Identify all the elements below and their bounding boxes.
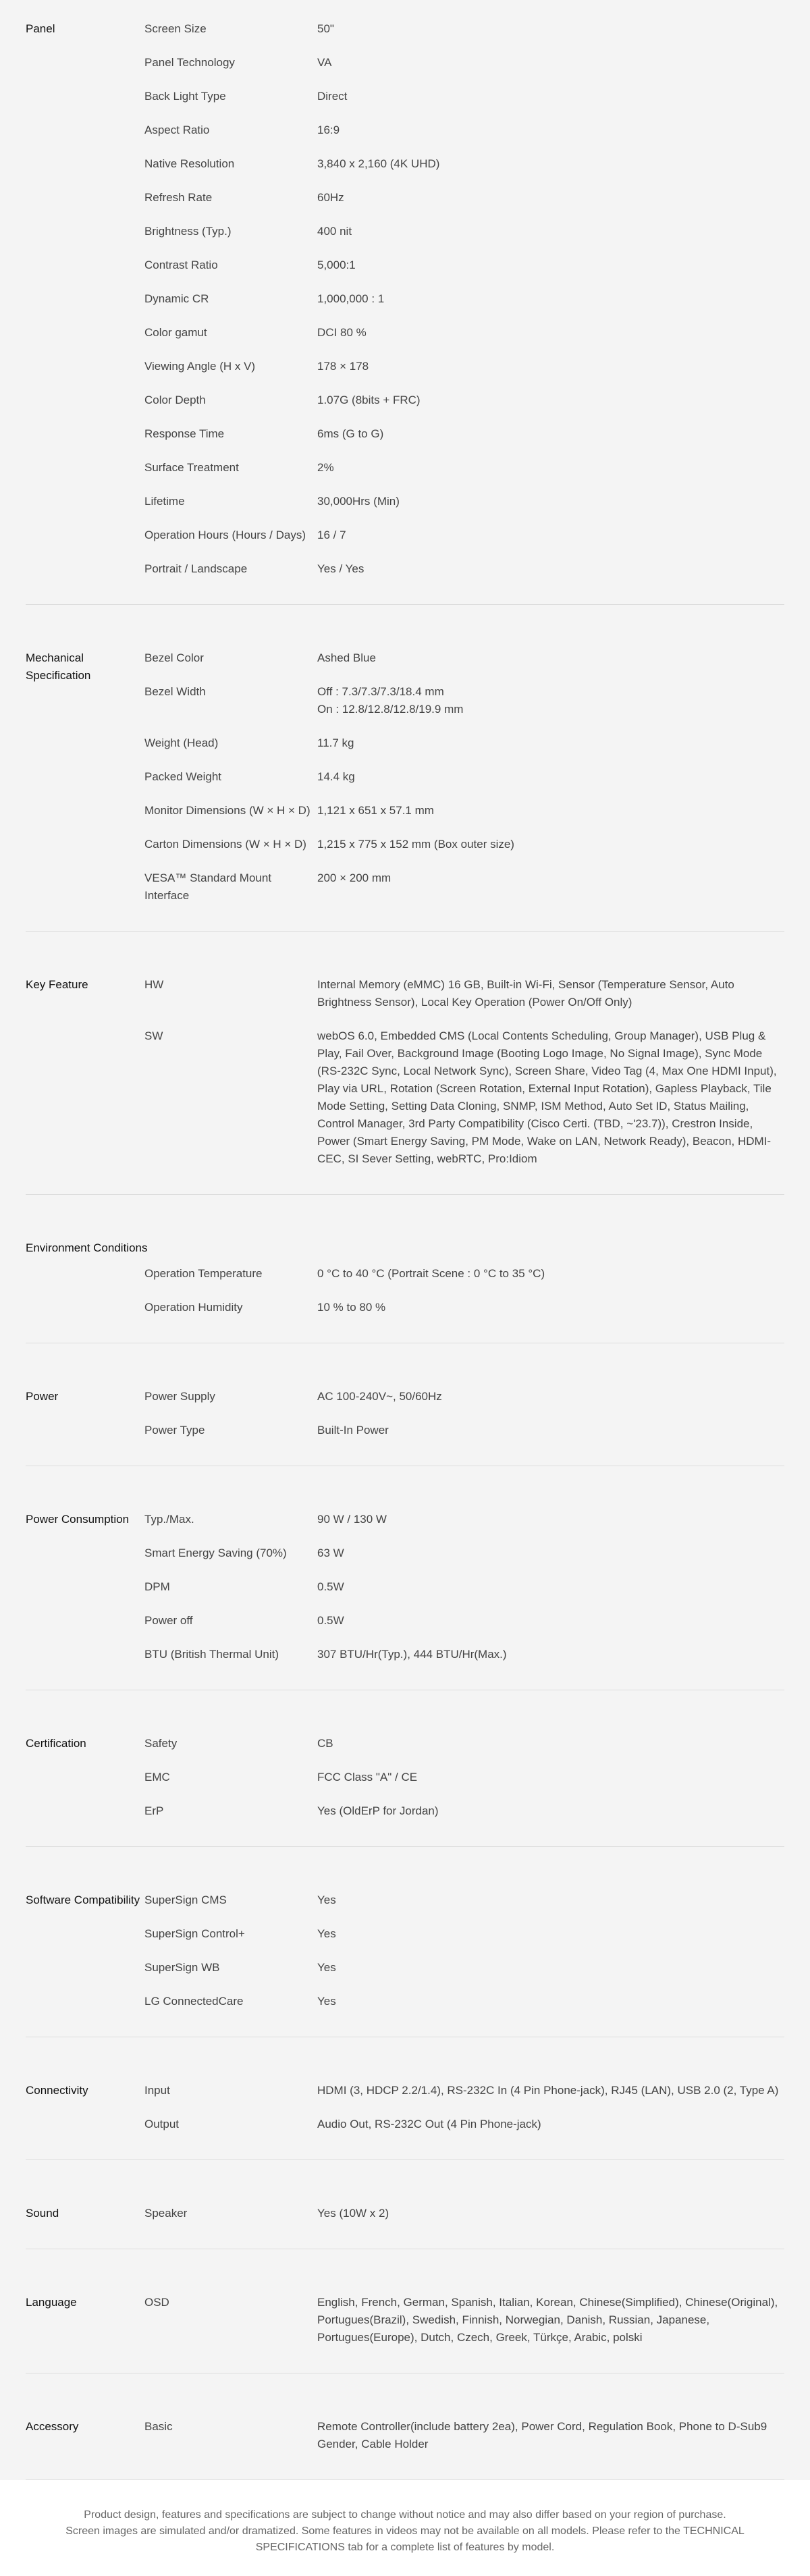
- spec-value: [317, 392, 784, 409]
- spec-value-text: Yes (OldErP for Jordan): [317, 1804, 439, 1817]
- spec-row: [144, 155, 784, 173]
- spec-value-text: 10 % to 80 %: [317, 1301, 386, 1314]
- spec-value-text: 30,000Hrs (Min): [317, 495, 400, 508]
- disclaimer-line-1: Product design, features and specifications are subject to change without notice and may also differ based on your region of purchase.: [84, 2509, 726, 2521]
- spec-value: [317, 836, 784, 853]
- spec-rows: [144, 1388, 784, 1439]
- spec-label: Weight (Head): [144, 736, 219, 749]
- spec-value-text: Built-In Power: [317, 1424, 389, 1437]
- spec-row: [144, 560, 784, 578]
- spec-label: BTU (British Thermal Unit): [144, 1648, 279, 1661]
- spec-row: [144, 2418, 784, 2453]
- spec-value-text: Yes: [317, 1894, 336, 1906]
- spec-section: [26, 1728, 784, 1847]
- spec-value: [317, 976, 784, 1011]
- spec-row: [144, 2205, 784, 2222]
- spec-value-text: Yes: [317, 1995, 336, 2008]
- spec-value: [317, 1993, 784, 2010]
- spec-label: Power Type: [144, 1424, 205, 1437]
- spec-value: [317, 20, 784, 38]
- spec-rows: [144, 2205, 784, 2222]
- spec-label: Surface Treatment: [144, 461, 239, 474]
- spec-label: Operation Hours (Hours / Days): [144, 529, 306, 541]
- section-title: Key Feature: [26, 978, 88, 991]
- spec-value: [317, 459, 784, 477]
- disclaimer-line-2: Screen images are simulated and/or dramatized. Some features in videos may not be available on all models. Please refer to the TECHNICAL SPECIFICATIONS tab for a complete list of features by model.: [65, 2525, 745, 2553]
- spec-row: [144, 324, 784, 342]
- spec-value-text: Yes: [317, 1927, 336, 1940]
- spec-label: VESA™ Standard Mount Interface: [144, 871, 272, 902]
- spec-value-text: CB: [317, 1737, 333, 1750]
- spec-row: [144, 1422, 784, 1439]
- spec-section: [26, 2075, 784, 2160]
- spec-label: Screen Size: [144, 22, 207, 35]
- spec-value: [317, 2294, 784, 2346]
- spec-section: [26, 969, 784, 1195]
- spec-value: [317, 155, 784, 173]
- spec-row: [144, 1027, 784, 1168]
- spec-value: [317, 1959, 784, 1977]
- spec-value-text: 1.07G (8bits + FRC): [317, 394, 421, 406]
- spec-row: [144, 649, 784, 667]
- spec-row: [144, 1925, 784, 1943]
- spec-value: [317, 683, 784, 718]
- spec-value: [317, 122, 784, 139]
- spec-label: Speaker: [144, 2207, 188, 2220]
- section-title: Mechanical Specification: [26, 651, 91, 682]
- spec-value: [317, 1646, 784, 1663]
- spec-row: [144, 1578, 784, 1596]
- spec-value-text: Yes / Yes: [317, 562, 364, 575]
- spec-value: [317, 2116, 784, 2133]
- spec-value: [317, 1422, 784, 1439]
- spec-value-text: 16 / 7: [317, 529, 346, 541]
- spec-label: EMC: [144, 1771, 170, 1783]
- spec-label: LG ConnectedCare: [144, 1995, 244, 2008]
- spec-label: Operation Temperature: [144, 1267, 263, 1280]
- spec-value: [317, 257, 784, 274]
- spec-section: [26, 2411, 784, 2480]
- spec-value: [317, 2418, 784, 2453]
- spec-row: [144, 1802, 784, 1820]
- spec-value-text: 3,840 x 2,160 (4K UHD): [317, 157, 440, 170]
- spec-value: [317, 1388, 784, 1405]
- spec-value-text: 11.7 kg: [317, 736, 354, 749]
- spec-value-text: 63 W: [317, 1547, 344, 1559]
- spec-row: [144, 768, 784, 786]
- spec-label: SW: [144, 1029, 163, 1042]
- spec-row: [144, 1299, 784, 1316]
- spec-value: [317, 88, 784, 105]
- spec-row: [144, 122, 784, 139]
- spec-section: [26, 1885, 784, 2037]
- spec-row: [144, 1612, 784, 1630]
- spec-label: Bezel Width: [144, 685, 206, 698]
- spec-value-text: HDMI (3, HDCP 2.2/1.4), RS-232C In (4 Pin Phone-jack), RJ45 (LAN), USB 2.0 (2, Type A): [317, 2084, 779, 2097]
- spec-value-text: Remote Controller(include battery 2ea), Power Cord, Regulation Book, Phone to D-Sub9 Gender, Cable Holder: [317, 2420, 767, 2450]
- spec-row: [144, 1993, 784, 2010]
- spec-label: Refresh Rate: [144, 191, 213, 204]
- spec-value: [317, 527, 784, 544]
- disclaimer-footer: [0, 2480, 810, 2576]
- spec-label: Aspect Ratio: [144, 124, 210, 136]
- spec-value: [317, 358, 784, 375]
- spec-row: [144, 459, 784, 477]
- spec-value-text: 307 BTU/Hr(Typ.), 444 BTU/Hr(Max.): [317, 1648, 507, 1661]
- spec-value-text: 14.4 kg: [317, 770, 355, 783]
- spec-value-text: Internal Memory (eMMC) 16 GB, Built-in Wi-Fi, Sensor (Temperature Sensor, Auto Brightness Sensor), Local Key Operation (Power On/Off Only): [317, 978, 734, 1009]
- spec-value-text: 200 × 200 mm: [317, 871, 392, 884]
- spec-value: [317, 649, 784, 667]
- spec-row: [144, 1646, 784, 1663]
- spec-value: [317, 2205, 784, 2222]
- spec-section: [26, 14, 784, 605]
- spec-label: Packed Weight: [144, 770, 222, 783]
- spec-label: Operation Humidity: [144, 1301, 243, 1314]
- spec-section: [26, 1381, 784, 1466]
- spec-label: Typ./Max.: [144, 1513, 194, 1526]
- spec-row: [144, 1511, 784, 1528]
- spec-value-text: DCI 80 %: [317, 326, 367, 339]
- spec-value-text: 90 W / 130 W: [317, 1513, 387, 1526]
- spec-value-text: 16:9: [317, 124, 340, 136]
- spec-row: [144, 2082, 784, 2099]
- spec-section: [26, 2287, 784, 2373]
- spec-row: [144, 802, 784, 820]
- spec-row: [144, 1735, 784, 1752]
- spec-rows: [144, 2082, 784, 2133]
- spec-label: Carton Dimensions (W × H × D): [144, 838, 306, 851]
- spec-value: [317, 802, 784, 820]
- spec-value: [317, 1027, 784, 1168]
- section-title: Software Compatibility: [26, 1894, 140, 1906]
- spec-row: [144, 976, 784, 1011]
- spec-value-text: VA: [317, 56, 332, 69]
- spec-row: [144, 290, 784, 308]
- spec-label: SuperSign WB: [144, 1961, 220, 1974]
- section-title: Power: [26, 1390, 59, 1403]
- spec-value-text: Yes (10W x 2): [317, 2207, 389, 2220]
- section-title: Accessory: [26, 2420, 79, 2433]
- spec-row: [144, 1388, 784, 1405]
- spec-value-text: 0.5W: [317, 1580, 344, 1593]
- section-title: Environment Conditions: [26, 1241, 148, 1254]
- spec-value: [317, 1299, 784, 1316]
- spec-label: Native Resolution: [144, 157, 235, 170]
- spec-label: Color Depth: [144, 394, 206, 406]
- spec-row: [144, 392, 784, 409]
- spec-row: [144, 734, 784, 752]
- spec-value: [317, 1802, 784, 1820]
- section-title: Panel: [26, 22, 55, 35]
- spec-value: [317, 1769, 784, 1786]
- spec-value-text: 2%: [317, 461, 334, 474]
- spec-row: [144, 836, 784, 853]
- spec-value-text: 0 °C to 40 °C (Portrait Scene : 0 °C to 35 °C): [317, 1267, 545, 1280]
- spec-value-text: 0.5W: [317, 1614, 344, 1627]
- spec-label: Output: [144, 2118, 180, 2130]
- spec-label: Portrait / Landscape: [144, 562, 248, 575]
- section-title: Sound: [26, 2207, 59, 2220]
- spec-row: [144, 1265, 784, 1283]
- spec-label: Back Light Type: [144, 90, 226, 103]
- spec-row: [144, 1959, 784, 1977]
- spec-label: Viewing Angle (H x V): [144, 360, 256, 373]
- spec-rows: [144, 2418, 784, 2453]
- spec-value-text: FCC Class "A" / CE: [317, 1771, 418, 1783]
- spec-row: [144, 425, 784, 443]
- spec-label: Bezel Color: [144, 651, 204, 664]
- spec-value: [317, 189, 784, 207]
- spec-value-text: 60Hz: [317, 191, 344, 204]
- spec-row: [144, 2294, 784, 2346]
- spec-label: Lifetime: [144, 495, 185, 508]
- spec-value-text: Direct: [317, 90, 348, 103]
- spec-rows: [144, 1891, 784, 2010]
- spec-value-text: Audio Out, RS-232C Out (4 Pin Phone-jack): [317, 2118, 541, 2130]
- spec-value: [317, 869, 784, 905]
- spec-section: [26, 2198, 784, 2249]
- spec-value: [317, 223, 784, 240]
- spec-rows: [144, 1265, 784, 1316]
- spec-label: Safety: [144, 1737, 178, 1750]
- spec-row: [144, 189, 784, 207]
- spec-label: ErP: [144, 1804, 164, 1817]
- spec-label: HW: [144, 978, 164, 991]
- spec-row: [144, 1891, 784, 1909]
- spec-label: Dynamic CR: [144, 292, 209, 305]
- section-title: Power Consumption: [26, 1513, 130, 1526]
- spec-label: Brightness (Typ.): [144, 225, 232, 238]
- spec-label: Power Supply: [144, 1390, 215, 1403]
- spec-row: [144, 1769, 784, 1786]
- spec-value: [317, 1891, 784, 1909]
- spec-value-text: 1,215 x 775 x 152 mm (Box outer size): [317, 838, 514, 851]
- spec-section: [26, 643, 784, 932]
- spec-rows: [144, 20, 784, 578]
- spec-row: [144, 493, 784, 510]
- spec-label: SuperSign Control+: [144, 1927, 245, 1940]
- spec-value-text: 6ms (G to G): [317, 427, 384, 440]
- spec-value-text: 5,000:1: [317, 259, 356, 271]
- spec-row: [144, 257, 784, 274]
- spec-label: Panel Technology: [144, 56, 235, 69]
- spec-value-text: Ashed Blue: [317, 651, 376, 664]
- spec-value-text: 1,000,000 : 1: [317, 292, 385, 305]
- spec-value-text: English, French, German, Spanish, Italian, Korean, Chinese(Simplified), Chinese(Original), Portugues(Brazil), Swedish, Finnish, Norwegian, Danish, Russian, Japanese, Portugues(Europe), Dutch, Czech, Greek, Türkçe, Arabic, polski: [317, 2296, 778, 2344]
- spec-row: [144, 20, 784, 38]
- spec-label: Contrast Ratio: [144, 259, 218, 271]
- spec-row: [144, 869, 784, 905]
- spec-label: Input: [144, 2084, 170, 2097]
- spec-rows: [144, 1511, 784, 1663]
- spec-label: Color gamut: [144, 326, 207, 339]
- spec-rows: [144, 649, 784, 905]
- spec-label: Power off: [144, 1614, 193, 1627]
- spec-value: [317, 2082, 784, 2099]
- spec-rows: [144, 2294, 784, 2346]
- spec-row: [144, 54, 784, 72]
- spec-value: [317, 54, 784, 72]
- spec-value-text: Off : 7.3/7.3/7.3/18.4 mm: [317, 685, 444, 698]
- spec-value: [317, 425, 784, 443]
- spec-label: Basic: [144, 2420, 173, 2433]
- spec-value: [317, 1612, 784, 1630]
- spec-label: Smart Energy Saving (70%): [144, 1547, 287, 1559]
- spec-value: [317, 1735, 784, 1752]
- spec-value: [317, 734, 784, 752]
- spec-value-text: webOS 6.0, Embedded CMS (Local Contents Scheduling, Group Manager), USB Plug & Play, Fail Over, Background Image (Booting Logo Image, No Signal Image), Sync Mode (RS-232C Sync, Local Network Sync), Screen Share, Video Tag (4, Max One HDMI Input), Play via URL, Rotation (Screen Rotation, External Input Rotation), Gapless Playback, Tile Mode Setting, Setting Data Cloning, SNMP, ISM Method, Auto Set ID, Status Mailing, Control Manager, 3rd Party Compatibility (Cisco Certi. (TBD, ~'23.7)), Crestron Inside, Power (Smart Energy Saving, PM Mode, Wake on LAN, Network Ready), Beacon, HDMI-CEC, SI Sever Setting, webRTC, Pro:Idiom: [317, 1029, 777, 1165]
- spec-value: [317, 324, 784, 342]
- spec-rows: [144, 1735, 784, 1820]
- spec-value: [317, 1511, 784, 1528]
- spec-value-text: 1,121 x 651 x 57.1 mm: [317, 804, 434, 817]
- spec-value-text: AC 100-240V~, 50/60Hz: [317, 1390, 442, 1403]
- spec-row: [144, 683, 784, 718]
- spec-value-text: 400 nit: [317, 225, 352, 238]
- spec-row: [144, 527, 784, 544]
- spec-section: [26, 1504, 784, 1690]
- spec-value-text-2: On : 12.8/12.8/12.8/19.9 mm: [317, 703, 464, 716]
- spec-value-text: Yes: [317, 1961, 336, 1974]
- spec-row: [144, 1545, 784, 1562]
- spec-value: [317, 1545, 784, 1562]
- spec-row: [144, 223, 784, 240]
- spec-label: Monitor Dimensions (W × H × D): [144, 804, 310, 817]
- spec-section: [26, 1233, 784, 1343]
- spec-row: [144, 88, 784, 105]
- section-title: Certification: [26, 1737, 86, 1750]
- spec-table: [26, 0, 784, 2480]
- spec-row: [144, 358, 784, 375]
- spec-value: [317, 1265, 784, 1283]
- spec-value: [317, 290, 784, 308]
- spec-row: [144, 2116, 784, 2133]
- spec-label: OSD: [144, 2296, 169, 2309]
- spec-label: DPM: [144, 1580, 170, 1593]
- spec-value: [317, 1925, 784, 1943]
- spec-value: [317, 1578, 784, 1596]
- spec-label: Response Time: [144, 427, 225, 440]
- spec-value-text: 50": [317, 22, 334, 35]
- spec-label: SuperSign CMS: [144, 1894, 227, 1906]
- spec-value: [317, 493, 784, 510]
- spec-value: [317, 768, 784, 786]
- section-title: Connectivity: [26, 2084, 88, 2097]
- spec-value-text: 178 × 178: [317, 360, 369, 373]
- section-title: Language: [26, 2296, 77, 2309]
- spec-rows: [144, 976, 784, 1168]
- spec-value: [317, 560, 784, 578]
